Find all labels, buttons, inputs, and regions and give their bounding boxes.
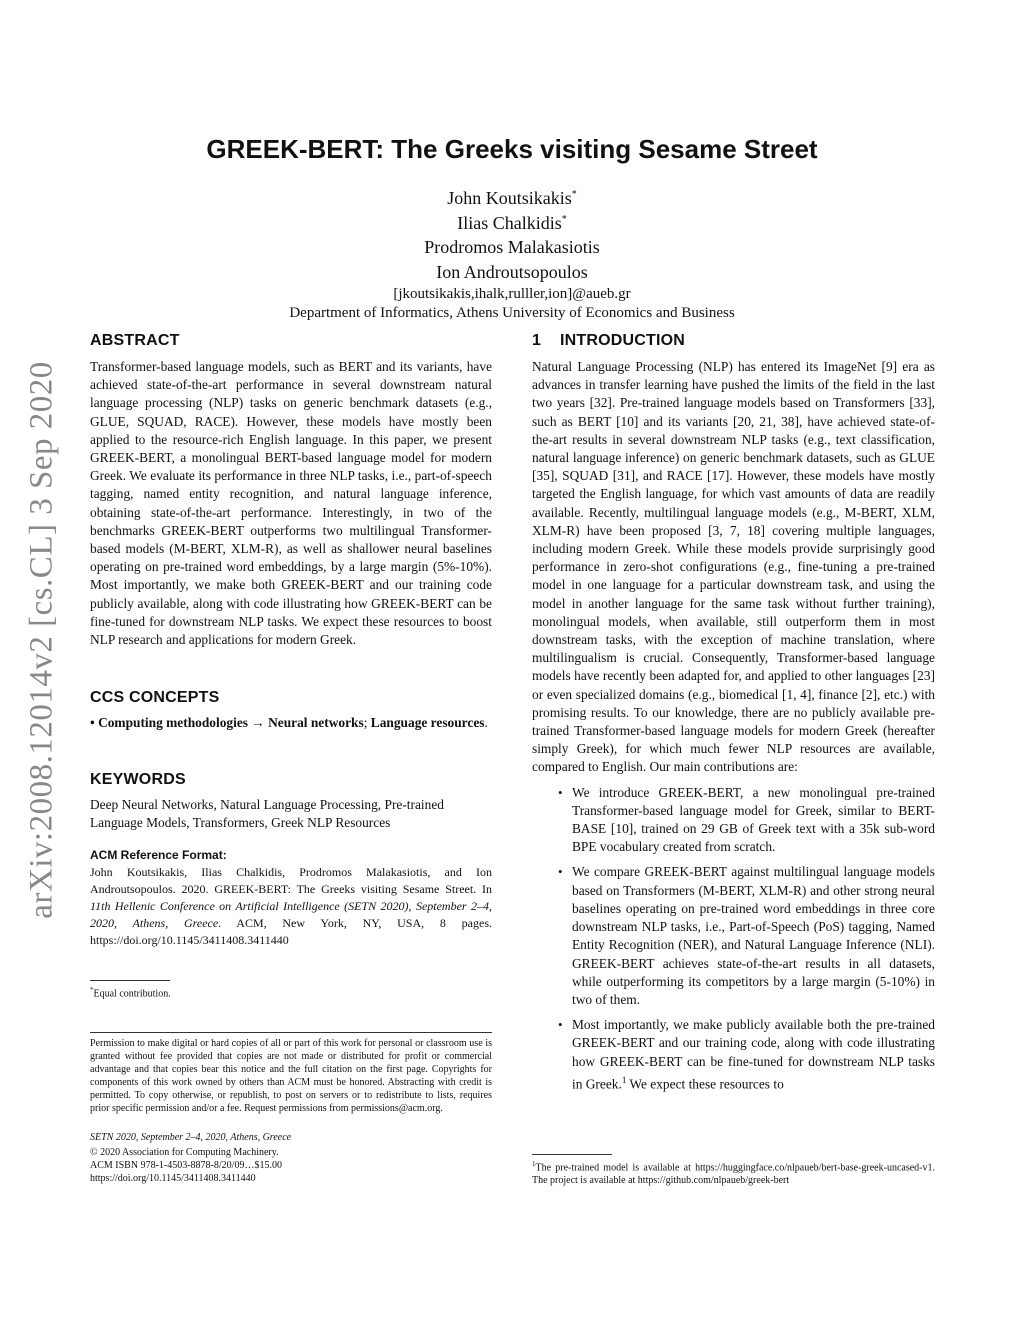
footnote-rule — [532, 1154, 612, 1155]
author-name: John Koutsikakis* — [447, 188, 577, 208]
author-block — [0, 186, 1024, 323]
author-affiliation: Department of Informatics, Athens University of Economics and Business — [289, 305, 735, 321]
keywords-section — [90, 771, 492, 832]
acm-reference-text: John Koutsikakis, Ilias Chalkidis, Prodromos Malakasiotis, and Ion Androutsopoulos. 2020. GREEK-BERT: The Greeks visiting Sesame Street. In 11th Hellenic Conference on Artificial Intelligence (SETN 2020), September 2–4, 2020, Athens, Greece. ACM, New York, NY, USA, 8 pages. https://doi.org/10.1145/3411408.3411440 — [90, 865, 492, 947]
keywords-text: Deep Neural Networks, Natural Language Processing, Pre-trained Language Models, Transformers, Greek NLP Resources — [90, 797, 444, 831]
ccs-heading: CCS CONCEPTS — [90, 689, 220, 706]
introduction-heading: 1 INTRODUCTION — [532, 332, 686, 349]
permission-rule — [90, 1032, 492, 1033]
author-name: Ion Androutsopoulos — [436, 261, 588, 282]
author-email: [jkoutsikakis,ihalk,rulller,ion]@aueb.gr — [393, 286, 631, 302]
permission-text: Permission to make digital or hard copies of all or part of this work for personal or classroom use is granted without fee provided that copies are not made or distributed for profit or commercial advantage and that copies bear this notice and the full citation on the first page. Copyrights for components of this work owned by others than ACM must be honored. Abstracting with credit is permitted. To copy otherwise, or republish, to post on servers or to redistribute to lists, requires prior specific permission and/or a fee. Request permissions from permissions@acm.org. — [90, 1038, 492, 1114]
permission-isbn: ACM ISBN 978-1-4503-8878-8/20/09…$15.00 — [90, 1160, 282, 1171]
arxiv-id: arXiv:2008.12014v2 [cs.CL] 3 Sep 2020 — [23, 361, 60, 919]
introduction-section — [532, 332, 935, 1100]
author-name: Prodromos Malakasiotis — [424, 237, 600, 257]
author-name: Ilias Chalkidis* — [457, 212, 567, 233]
contribution-list — [532, 784, 935, 1094]
permission-doi: https://doi.org/10.1145/3411408.3411440 — [90, 1173, 256, 1184]
acm-reference — [90, 848, 492, 949]
permission-conference: SETN 2020, September 2–4, 2020, Athens, Greece — [90, 1132, 292, 1143]
acm-reference-heading: ACM Reference Format: — [90, 848, 227, 862]
ccs-concepts: • Computing methodologies → Neural networks; Language resources. — [90, 715, 488, 730]
abstract-text: Transformer-based language models, such as BERT and its variants, have achieved state-of-the-art performance in several downstream natural language processing (NLP) tasks on generic benchmark datasets (e.g., GLUE, SQUAD, RACE). However, these models have mostly been applied to the resource-rich English language. In this paper, we present GREEK-BERT, a monolingual BERT-based language model for modern Greek. We evaluate its performance in three NLP tasks, i.e., part-of-speech tagging, named entity recognition, and natural language inference, obtaining state-of-the-art performance. Interestingly, in two of the benchmarks GREEK-BERT outperforms two multilingual Transformer-based models (M-BERT, XLM-R), as well as shallower neural baselines operating on pre-trained word embeddings, by a large margin (5%-10%). Most importantly, we make both GREEK-BERT and our training code publicly available, along with code illustrating how GREEK-BERT can be fine-tuned for downstream NLP tasks. We expect these resources to boost NLP research and applications for modern Greek. — [90, 359, 492, 648]
ccs-section — [90, 689, 492, 732]
permission-copyright: © 2020 Association for Computing Machinery. — [90, 1147, 279, 1158]
keywords-heading: KEYWORDS — [90, 771, 186, 788]
paper-title: GREEK-BERT: The Greeks visiting Sesame Street — [206, 134, 818, 164]
abstract-heading: ABSTRACT — [90, 332, 180, 349]
list-item: • Most importantly, we make publicly available both the pre-trained GREEK-BERT and our training code, along with code illustrating how GREEK-BERT can be fine-tuned for downstream NLP tasks in Greek.$^1$ We expect these resources to — [558, 1017, 935, 1092]
list-item: • We compare GREEK-BERT against multilingual language models based on Transformers (M-BERT, XLM-R) and other strong neural baselines operating on pre-trained word embeddings in three core downstream NLP tasks, i.e., Part-of-Speech (PoS) tagging, Named Entity Recognition (NER), and Natural Language Inference (NLI). GREEK-BERT achieves state-of-the-art results in all datasets, while outperforming its competitors by a large margin (5-10%) in two of them. — [558, 864, 935, 1007]
list-item: • We introduce GREEK-BERT, a new monolingual pre-trained Transformer-based language model for Greek, similar to BERT-BASE [10], trained on 29 GB of Greek text with a 35k sub-word BPE vocabulary created from scratch. — [558, 784, 935, 855]
footnote-rule — [90, 980, 170, 981]
abstract-section — [90, 332, 492, 649]
introduction-text: Natural Language Processing (NLP) has entered its ImageNet [9] era as advances in transfer learning have pushed the limits of the field in the last two years [32]. Pre-trained language models based on Transformers [33], such as BERT [10] and its variants [20, 21, 38], have achieved state-of-the-art results in several downstream NLP tasks (e.g., text classification, natural language inference) on generic benchmark datasets, such as GLUE [35], SQUAD [31], and RACE [17]. However, these models have mostly targeted the English language, for which vast amounts of data are readily available. Recently, multilingual language models (e.g., M-BERT, XLM, XLM-R) have been proposed [3, 7, 18] covering multiple languages, including modern Greek. While these models provide surprisingly good performance in zero-shot configurations (e.g., fine-tuning a pre-trained model in one language for a particular downstream task, and using the model in another language for the same task without further training), monolingual models, when available, still outperform them in most downstream tasks, with the exception of machine translation, where multilingualism is crucial. Consequently, Transformer-based language models have recently been adapted for, and applied to other languages [23] or even specialized domains (e.g., biomedical [1, 4], finance [2], etc.) with promising results. To our knowledge, there are no publicly available pre-trained Transformer-based language models for modern Greek (hereafter simply Greek), for which much fewer NLP resources are available, compared to English. Our main contributions are: — [532, 359, 935, 775]
footnote-urls: $^1$The pre-trained model is available at https://huggingface.co/nlpaueb/bert-base-greek-uncased-v1. The project is available at https://github.com/nlpaueb/greek-bert — [532, 1160, 935, 1187]
footnote-equal-contribution: *Equal contribution. — [90, 986, 171, 1000]
